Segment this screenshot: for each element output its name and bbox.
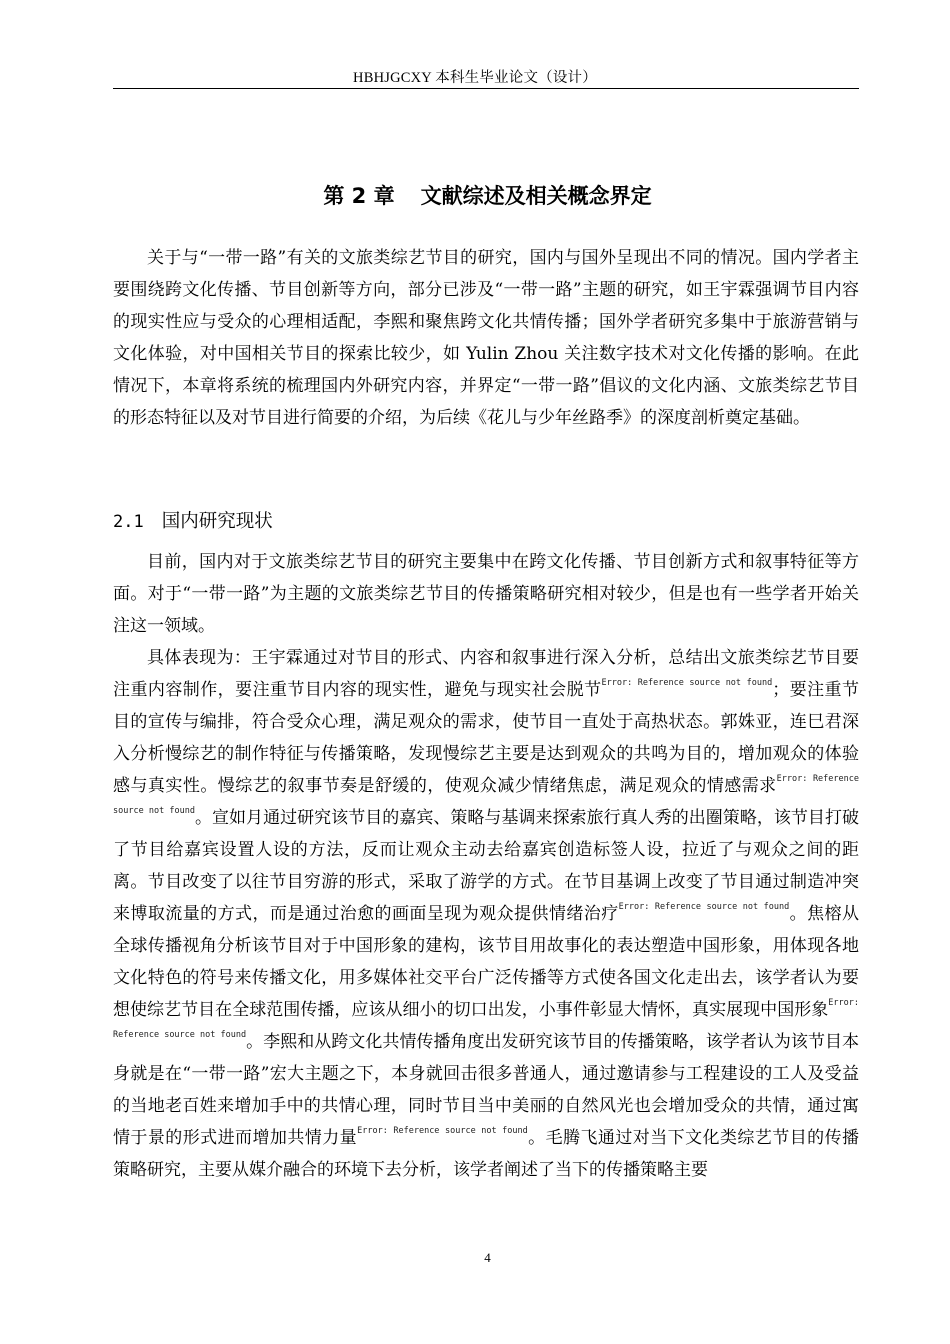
reference-error-note: Error: Reference source not found — [618, 902, 790, 912]
paragraph-segment: 具体表现为：王宇霖通过对节目的形式、内容和叙事进行深入分析，总结出文旅类综艺节目要注重内容制作，要注重节目内容的现实性，避免与现实社会脱节 — [113, 648, 859, 700]
chapter-name: 文献综述及相关概念界定 — [420, 184, 652, 208]
paragraph-segment: 。宣如月通过研究该节目的嘉宾、策略与基调来探索旅行真人秀的出圈策略，该节目打破了节目给嘉宾设置人设的方法，反而让观众主动去给嘉宾创造标签人设，拉近了与观众之间的距离。节目改变了以往节目穷游的形式，采取了游学的方式。在节目基调上改变了节目通过制造冲突来博取流量的方式，而是通过治愈的画面呈现为观众提供情绪治疗 — [113, 808, 859, 924]
section-body — [113, 546, 859, 1186]
page-number: 4 — [484, 1250, 491, 1265]
reference-error-note: Error: Reference source not found — [601, 678, 773, 688]
running-header: HBHJGCXY 本科生毕业论文（设计） — [353, 70, 597, 86]
reference-error-note: Error: Reference source not found — [113, 998, 859, 1040]
paragraph-segment: 。毛腾飞通过对当下文化类综艺节目的传播策略研究，主要从媒介融合的环境下去分析，该学者阐述了当下的传播策略主要 — [113, 1128, 860, 1180]
reference-error-note: Error: Reference source not found — [113, 774, 859, 816]
intro-paragraph: 关于与“一带一路”有关的文旅类综艺节目的研究，国内与国外呈现出不同的情况。国内学者主要围绕跨文化传播、节目创新等方向，部分已涉及“一带一路”主题的研究，如王宇霖强调节目内容的现实性应与受众的心理相适配，李熙和聚焦跨文化共情传播；国外学者研究多集中于旅游营销与文化体验，对中国相关节目的探索比较少，如 Yulin Zhou 关注数字技术对文化传播的影响。在此情况下，本章将系统的梳理国内外研究内容，并界定“一带一路”倡议的文化内涵、文旅类综艺节目的形态特征以及对节目进行简要的介绍，为后续《花儿与少年丝路季》的深度剖析奠定基础。 — [113, 248, 859, 428]
section-title: 国内研究现状 — [161, 511, 273, 532]
paragraph-segment: 。焦榕从全球传播视角分析该节目对于中国形象的建构，该节目用故事化的表达塑造中国形象，用体现各地文化特色的符号来传播文化，用多媒体社交平台广泛传播等方式使各国文化走出去，该学者认为要想使综艺节目在全球范围传播，应该从细小的切口出发，小事件彰显大情怀，真实展现中国形象 — [113, 904, 859, 1020]
section-number: 2.1 — [113, 512, 144, 532]
section-paragraph-2 — [113, 642, 859, 1186]
paragraph-segment: ；要注重节目的宣传与编排，符合受众心理，满足观众的需求，使节目一直处于高热状态。郭姝亚，连巳君深入分析慢综艺的制作特征与传播策略，发现慢综艺主要是达到观众的共鸣为目的，增加观众的体验感与真实性。慢综艺的叙事节奏是舒缓的，使观众减少情绪焦虑，满足观众的情感需求 — [113, 680, 859, 796]
section-paragraph-1: 目前，国内对于文旅类综艺节目的研究主要集中在跨文化传播、节目创新方式和叙事特征等方面。对于“一带一路”为主题的文旅类综艺节目的传播策略研究相对较少，但是也有一些学者开始关注这一领域。 — [113, 552, 859, 636]
chapter-number: 第 2 章 — [323, 184, 395, 208]
intro-block — [113, 242, 859, 434]
reference-error-note: Error: Reference source not found — [357, 1126, 528, 1136]
chapter-title — [0, 180, 950, 210]
section-heading — [113, 507, 273, 533]
header-divider — [113, 88, 859, 89]
paragraph-segment: 。李熙和从跨文化共情传播角度出发研究该节目的传播策略，该学者认为该节目本身就是在“一带一路”宏大主题之下，本身就回击很多普通人，通过邀请参与工程建设的工人及受益的当地老百姓来增加手中的共情心理，同时节目当中美丽的自然风光也会增加受众的共情，通过寓情于景的形式进而增加共情力量 — [113, 1032, 860, 1148]
